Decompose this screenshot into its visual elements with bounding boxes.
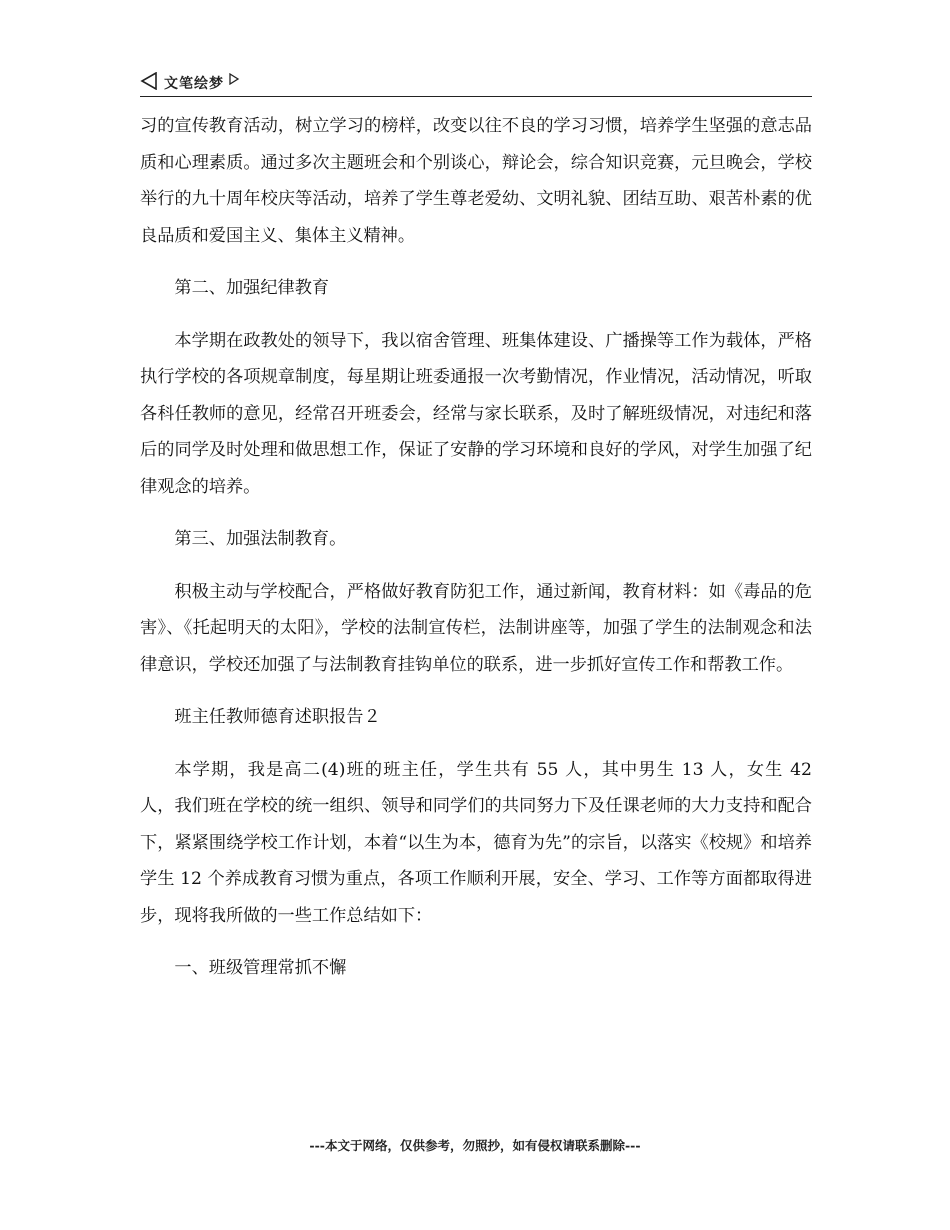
heading-class-management: 一、班级管理常抓不懈 (174, 958, 347, 978)
page-header (140, 70, 812, 97)
footer-disclaimer: ---本文于网络，仅供参考，勿照抄，如有侵权请联系删除--- (309, 1138, 641, 1153)
heading-legal-education: 第三、加强法制教育。 (174, 529, 347, 549)
report-title-2: 班主任教师德育述职报告２ (174, 707, 381, 727)
paragraph-continuation: 习的宣传教育活动，树立学习的榜样，改变以往不良的学习习惯，培养学生坚强的意志品质和心理素质。通过多次主题班会和个别谈心，辩论会，综合知识竞赛，元旦晚会，学校举行的九十周年校庆等活动，培养了学生尊老爱幼、文明礼貌、团结互助、艰苦朴素的优良品质和爱国主义、集体主义精神。 (140, 116, 812, 246)
triangle-left-icon (140, 72, 158, 90)
heading-discipline-education: 第二、加强纪律教育 (174, 278, 330, 298)
paragraph-discipline: 本学期在政教处的领导下，我以宿舍管理、班集体建设、广播操等工作为载体，严格执行学校的各项规章制度，每星期让班委通报一次考勤情况，作业情况，活动情况，听取各科任教师的意见，经常召开班委会，经常与家长联系，及时了解班级情况，对违纪和落后的同学及时处理和做思想工作，保证了安静的学习环境和良好的学风，对学生加强了纪律观念的培养。 (140, 330, 812, 497)
document-body (140, 108, 812, 987)
paragraph-class-intro: 本学期，我是高二(4)班的班主任，学生共有 55 人，其中男生 13 人，女生 42 人，我们班在学校的统一组织、领导和同学们的共同努力下及任课老师的大力支持和配合下，紧紧围绕学校工作计划，本着“以生为本，德育为先”的宗旨，以落实《校规》和培养学生 12 个养成教育习惯为重点，各项工作顺利开展，安全、学习、工作等方面都取得进步，现将我所做的一些工作总结如下： (140, 759, 812, 926)
triangle-right-icon (228, 73, 240, 85)
paragraph-legal: 积极主动与学校配合，严格做好教育防犯工作，通过新闻，教育材料：如《毒品的危害》、《托起明天的太阳》，学校的法制宣传栏，法制讲座等，加强了学生的法制观念和法律意识，学校还加强了与法制教育挂钩单位的联系，进一步抓好宣传工作和帮教工作。 (140, 581, 812, 675)
header-title: 文笔绘梦 (164, 76, 224, 92)
